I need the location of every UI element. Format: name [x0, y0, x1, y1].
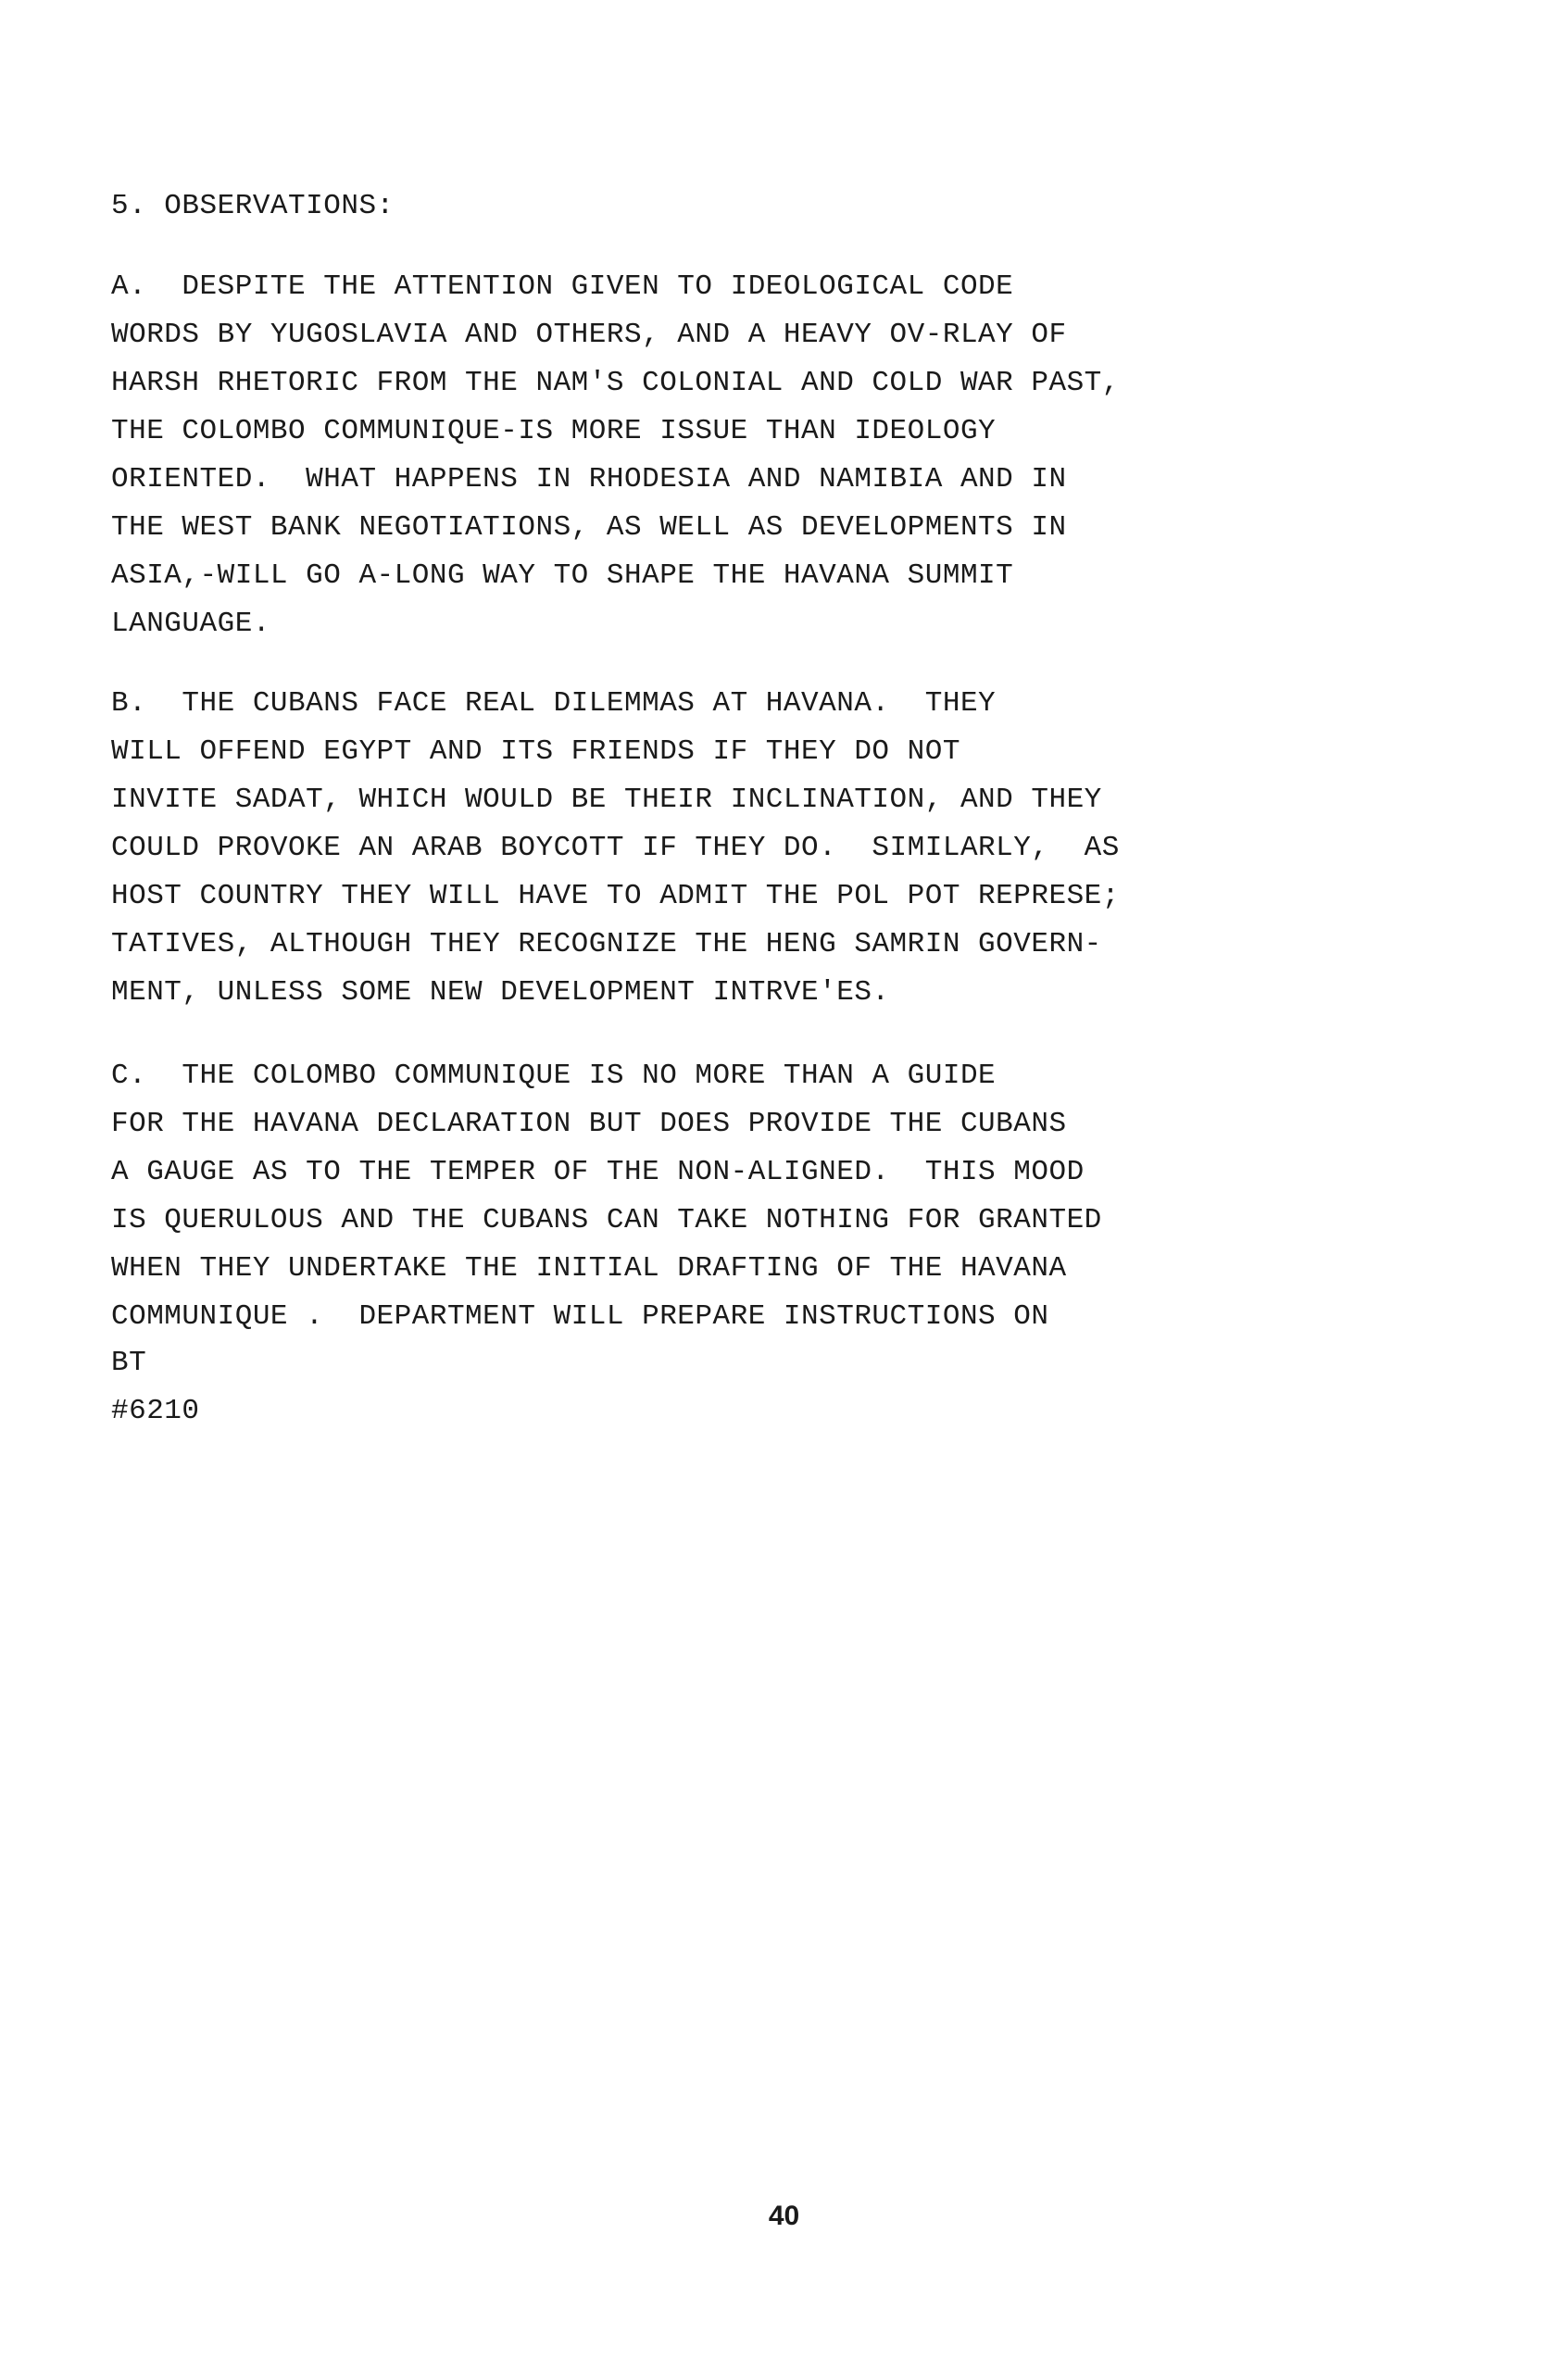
- break-marker: BT: [111, 1347, 147, 1379]
- text-line: C. THE COLOMBO COMMUNIQUE IS NO MORE THAN A GUIDE: [111, 1060, 997, 1092]
- text-line: A GAUGE AS TO THE TEMPER OF THE NON-ALIGNED. THIS MOOD: [111, 1156, 1085, 1188]
- text-line: COMMUNIQUE . DEPARTMENT WILL PREPARE INSTRUCTIONS ON: [111, 1300, 1049, 1333]
- paragraph-b: [111, 680, 1120, 1017]
- message-number: #6210: [111, 1395, 200, 1427]
- text-line: B. THE CUBANS FACE REAL DILEMMAS AT HAVANA. THEY: [111, 687, 997, 720]
- text-line: THE WEST BANK NEGOTIATIONS, AS WELL AS DEVELOPMENTS IN: [111, 511, 1067, 544]
- text-line: LANGUAGE.: [111, 608, 270, 640]
- text-line: THE COLOMBO COMMUNIQUE-IS MORE ISSUE THAN IDEOLOGY: [111, 415, 997, 447]
- page-number: 40: [768, 2201, 800, 2231]
- text-line: WORDS BY YUGOSLAVIA AND OTHERS, AND A HEAVY OV-RLAY OF: [111, 319, 1067, 351]
- text-line: WILL OFFEND EGYPT AND ITS FRIENDS IF THEY DO NOT: [111, 735, 960, 768]
- paragraph-a: [111, 263, 1120, 648]
- section-heading: 5. OBSERVATIONS:: [111, 190, 395, 222]
- paragraph-c: [111, 1052, 1102, 1341]
- text-line: TATIVES, ALTHOUGH THEY RECOGNIZE THE HENG SAMRIN GOVERN-: [111, 928, 1102, 960]
- text-line: HOST COUNTRY THEY WILL HAVE TO ADMIT THE POL POT REPRESE;: [111, 880, 1120, 912]
- text-line: FOR THE HAVANA DECLARATION BUT DOES PROVIDE THE CUBANS: [111, 1108, 1067, 1140]
- text-line: A. DESPITE THE ATTENTION GIVEN TO IDEOLOGICAL CODE: [111, 270, 1014, 303]
- text-line: INVITE SADAT, WHICH WOULD BE THEIR INCLINATION, AND THEY: [111, 784, 1102, 816]
- text-line: HARSH RHETORIC FROM THE NAM'S COLONIAL AND COLD WAR PAST,: [111, 367, 1120, 399]
- text-line: IS QUERULOUS AND THE CUBANS CAN TAKE NOTHING FOR GRANTED: [111, 1204, 1102, 1236]
- text-line: WHEN THEY UNDERTAKE THE INITIAL DRAFTING OF THE HAVANA: [111, 1252, 1067, 1285]
- text-line: MENT, UNLESS SOME NEW DEVELOPMENT INTRVE'ES.: [111, 976, 890, 1009]
- text-line: ASIA,-WILL GO A-LONG WAY TO SHAPE THE HAVANA SUMMIT: [111, 559, 1014, 592]
- text-line: COULD PROVOKE AN ARAB BOYCOTT IF THEY DO. SIMILARLY, AS: [111, 832, 1120, 864]
- text-line: ORIENTED. WHAT HAPPENS IN RHODESIA AND NAMIBIA AND IN: [111, 463, 1067, 496]
